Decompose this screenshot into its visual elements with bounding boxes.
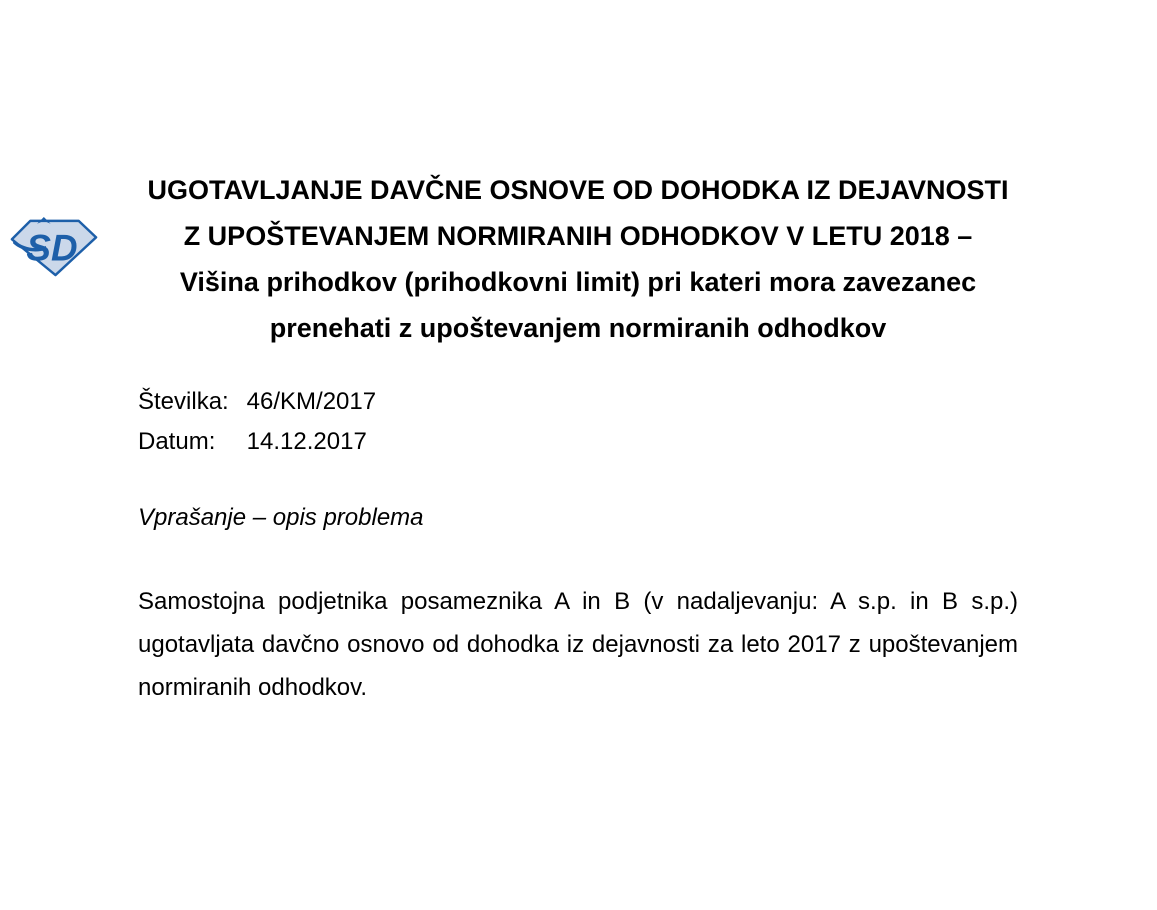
title-line-3: Višina prihodkov (prihodkovni limit) pri kateri mora zavezanec: [179, 267, 977, 297]
number-label: Številka:: [138, 388, 229, 415]
title-line-2: Z UPOŠTEVANJEM NORMIRANIH ODHODKOV V LETU 2018 –: [183, 221, 973, 251]
logo-letters: SD: [26, 227, 78, 269]
meta-row-date: [138, 422, 1018, 462]
meta-row-number: [138, 382, 1018, 422]
document-title: [138, 167, 1018, 351]
sd-shield-logo-icon: [10, 217, 99, 277]
date-label: Datum:: [138, 428, 216, 455]
meta-block: [138, 382, 1018, 462]
question-heading: Vprašanje – opis problema: [138, 504, 424, 531]
number-value: 46/KM/2017: [246, 388, 377, 415]
body-paragraph: Samostojna podjetnika posameznika A in B (v nadaljevanju: A s.p. in B s.p.) ugotavljata davčno osnovo od dohodka iz dejavnosti za leto 2017 z upoštevanjem normiranih odhodkov.: [138, 588, 1018, 701]
document-page: [0, 167, 1157, 709]
date-value: 14.12.2017: [246, 428, 367, 455]
document-content: [0, 167, 1157, 709]
title-line-1: UGOTAVLJANJE DAVČNE OSNOVE OD DOHODKA IZ DEJAVNOSTI: [147, 175, 1009, 205]
title-line-4: prenehati z upoštevanjem normiranih odhodkov: [269, 313, 887, 343]
